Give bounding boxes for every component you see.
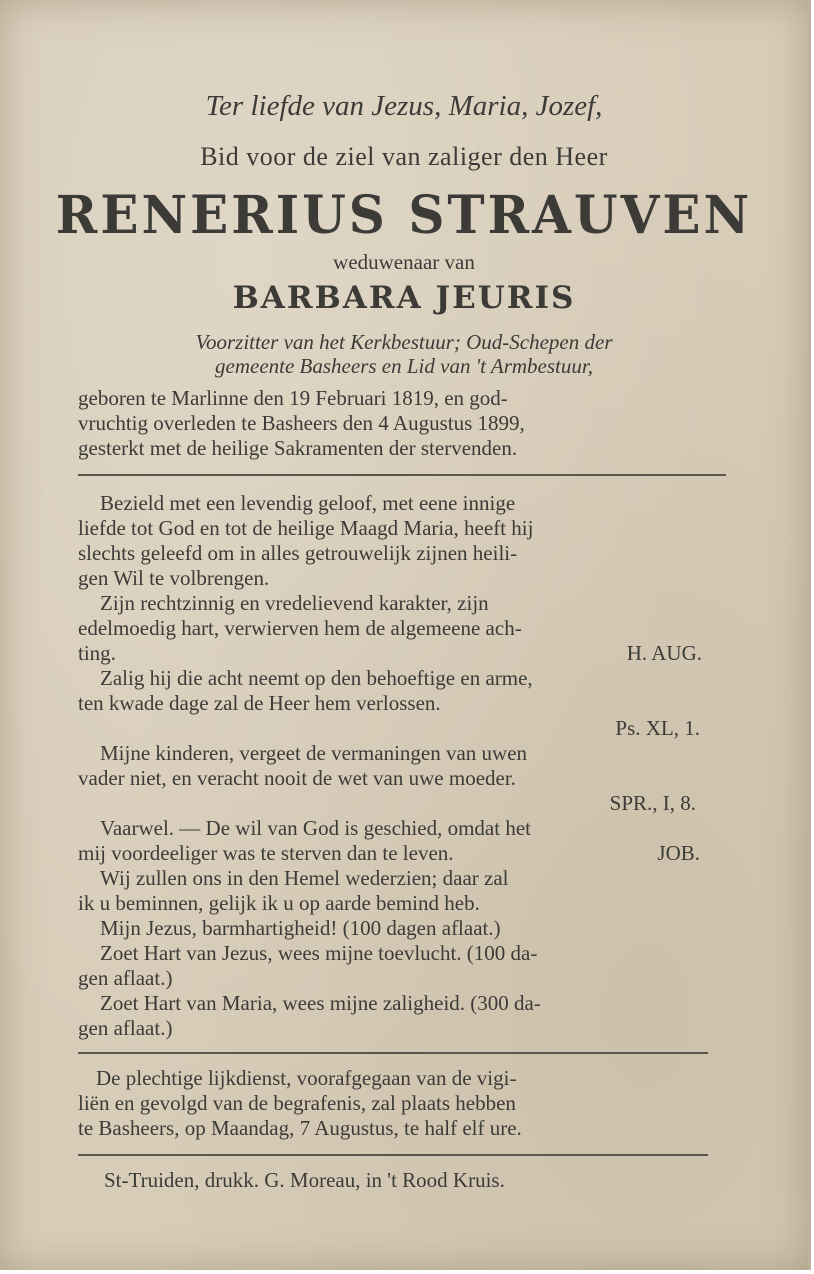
funeral-line-3: te Basheers, op Maandag, 7 Augustus, te half elf ure. [78,1116,522,1140]
divider-bottom [78,1154,708,1156]
text-line: gen aflaat.) [78,966,173,990]
divider-top [78,474,726,476]
text-line: vader niet, en veracht nooit de wet van uwe moeder. [78,766,516,790]
funeral-line-2: liën en gevolgd van de begrafenis, zal plaats hebben [78,1091,516,1115]
text-line: Zijn rechtzinnig en vredelievend karakter, zijn [100,591,489,615]
text-line: ten kwade dage zal de Heer hem verlossen. [78,691,441,715]
text-line: Mijne kinderen, vergeet de vermaningen van uwen [100,741,528,765]
citation: SPR., I, 8. [609,791,696,815]
divider-middle [78,1052,708,1054]
text-line: edelmoedig hart, verwierven hem de algemeene ach- [78,616,522,640]
text-line: Bezield met een levendig geloof, met eene innige [100,491,516,515]
text-line: gen Wil te volbrengen. [78,566,270,590]
funeral-line-1: De plechtige lijkdienst, voorafgegaan van de vigi- [96,1066,517,1090]
text-line: ik u beminnen, gelijk ik u op aarde bemind heb. [78,891,480,915]
bio-line-1: geboren te Marlinne den 19 Februari 1819, en god- [78,386,508,410]
text-line: ting. [78,641,116,665]
text-line: Zoet Hart van Jezus, wees mijne toevlucht. (100 da- [100,941,538,965]
text-line: Wij zullen ons in den Hemel wederzien; daar zal [100,866,509,890]
printer-line: St-Truiden, drukk. G. Moreau, in 't Rood Kruis. [104,1168,505,1192]
text-line: liefde tot God en tot de heilige Maagd Maria, heeft hij [78,516,534,540]
text-line: Zalig hij die acht neemt op den behoeftige en arme, [100,666,533,690]
bio-line-3: gesterkt met de heilige Sakramenten der stervenden. [78,436,518,460]
deceased-name: RENERIUS STRAUVEN [55,183,753,246]
text-line: Vaarwel. — De wil van God is geschied, omdat het [100,816,531,840]
citation: Ps. XL, 1. [615,716,700,740]
function-line-2: gemeente Basheers en Lid van 't Armbestuur, [215,354,593,378]
dedication-line: Ter liefde van Jezus, Maria, Jozef, [205,90,603,122]
prayer-request-line: Bid voor de ziel van zaliger den Heer [200,142,608,171]
text-line: Zoet Hart van Maria, wees mijne zaligheid. (300 da- [100,991,541,1015]
text-line: slechts geleefd om in alles getrouwelijk zijnen heili- [78,541,518,565]
text-line: Mijn Jezus, barmhartigheid! (100 dagen aflaat.) [100,916,501,940]
function-line-1: Voorzitter van het Kerkbestuur; Oud-Schepen der [195,330,613,354]
bio-line-2: vruchtig overleden te Basheers den 4 Augustus 1899, [78,411,525,435]
spouse-name: BARBARA JEURIS [232,280,576,316]
citation: JOB. [657,841,700,865]
text-line: mij voordeeliger was te sterven dan te leven. [78,841,454,865]
relation-line: weduwenaar van [333,250,475,274]
citation: H. AUG. [626,641,702,665]
text-line: gen aflaat.) [78,1016,173,1040]
